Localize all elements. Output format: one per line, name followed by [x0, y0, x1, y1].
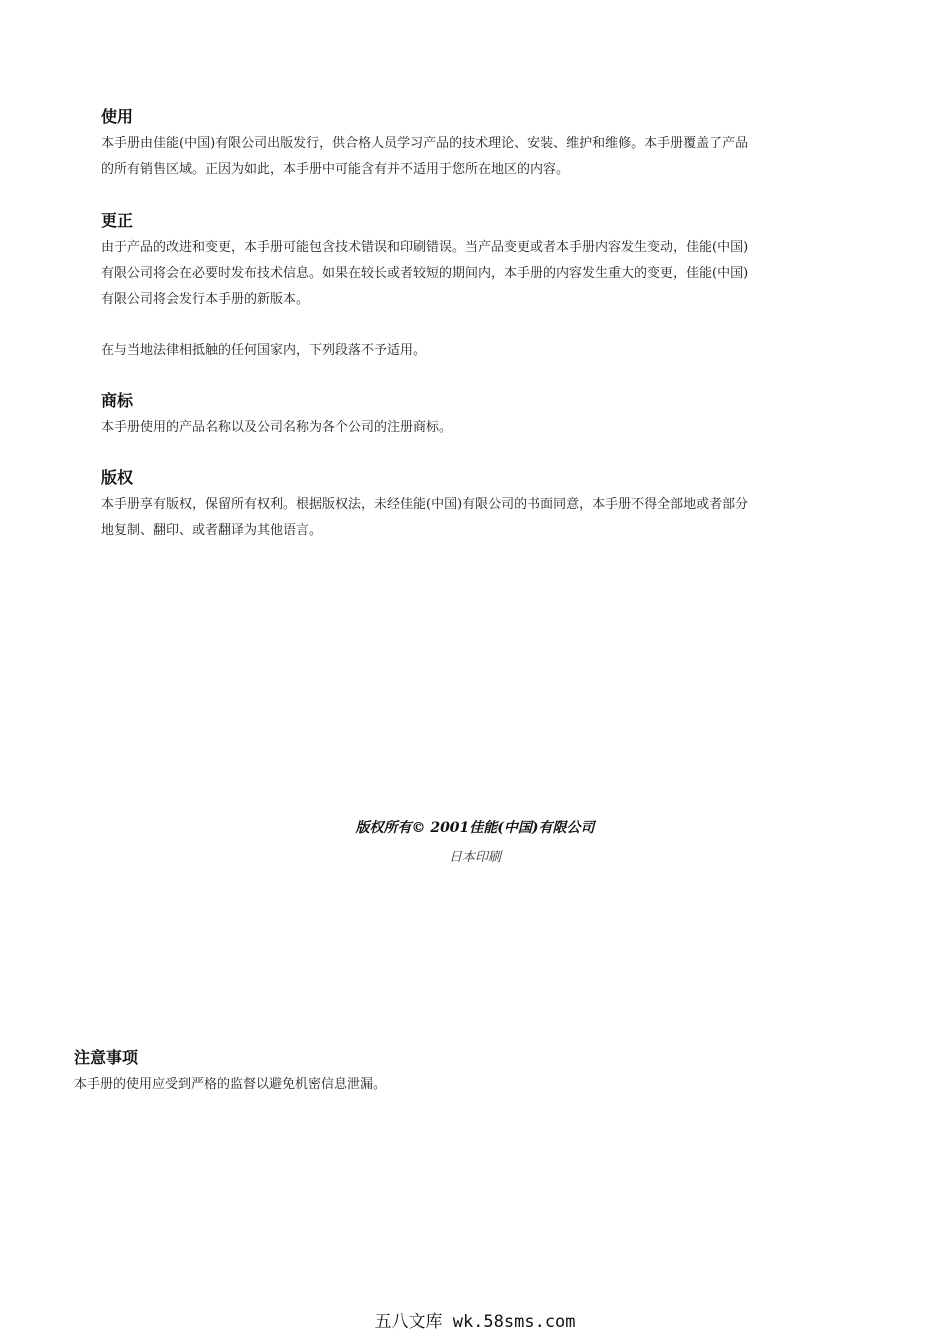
- correction-line: 有限公司将会在必要时发布技术信息。如果在较长或者较短的期间内，本手册的内容发生重大的变更，佳能(中国): [101, 266, 749, 281]
- correction-line: 有限公司将会发行本手册的新版本。: [101, 292, 310, 307]
- correction-line: 由于产品的改进和变更，本手册可能包含技术错误和印刷错误。当产品变更或者本手册内容发生变动，佳能(中国): [101, 240, 749, 255]
- copyright-heading: 版权: [101, 468, 134, 487]
- correction-heading: 更正: [101, 211, 134, 230]
- jurisdiction-note-text: 在与当地法律相抵触的任何国家内，下列段落不予适用。: [101, 343, 427, 358]
- notice-text: 本手册的使用应受到严格的监督以避免机密信息泄漏。: [74, 1077, 387, 1092]
- copyright-paragraph: [101, 492, 836, 544]
- usage-line: 的所有销售区域。正因为如此，本手册中可能含有并不适用于您所在地区的内容。: [101, 162, 570, 177]
- trademark-heading: 商标: [101, 391, 134, 410]
- section-trademark: [101, 391, 836, 441]
- notice-heading: 注意事项: [74, 1048, 139, 1067]
- section-jurisdiction-note: [101, 338, 836, 364]
- copyright-line: 地复制、翻印、或者翻译为其他语言。: [101, 523, 323, 538]
- usage-heading: 使用: [101, 107, 134, 126]
- usage-line: 本手册由佳能(中国)有限公司出版发行，供合格人员学习产品的技术理论、安装、维护和维修。本手册覆盖了产品: [101, 136, 749, 151]
- site-watermark: 五八文库 wk.58sms.com: [374, 1312, 576, 1332]
- copyright-line: 本手册享有版权，保留所有权利。根据版权法，未经佳能(中国)有限公司的书面同意，本手册不得全部地或者部分: [101, 497, 749, 512]
- trademark-text: 本手册使用的产品名称以及公司名称为各个公司的注册商标。: [101, 420, 453, 435]
- section-correction: [101, 211, 836, 313]
- copyright-notice: 版权所有© 2001佳能(中国)有限公司: [355, 820, 595, 836]
- usage-paragraph: [101, 131, 836, 183]
- correction-paragraph: [101, 235, 836, 313]
- section-copyright: [101, 468, 836, 544]
- section-notice: [74, 1048, 834, 1098]
- section-usage: [101, 107, 836, 183]
- printed-in-japan: 日本印刷: [448, 850, 501, 865]
